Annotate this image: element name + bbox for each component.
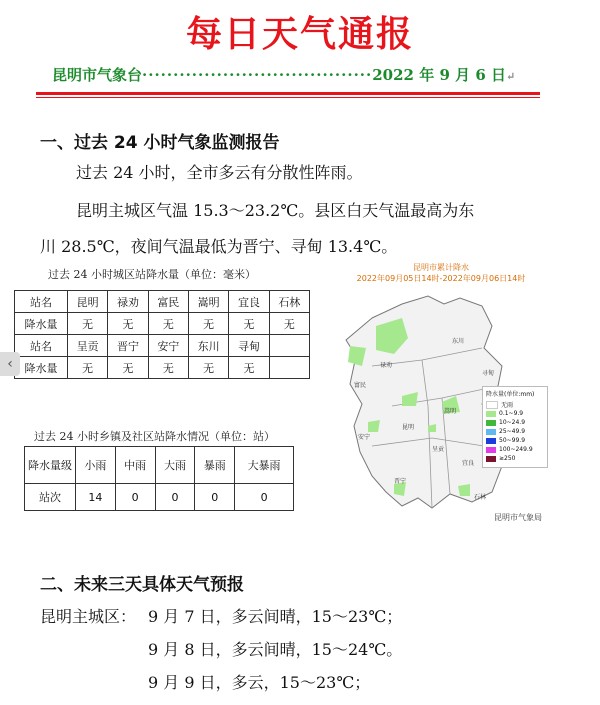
legend-label: 25~49.9: [499, 428, 526, 435]
legend-swatch: [486, 411, 496, 417]
table-cell: 降水量: [15, 357, 68, 379]
table-cell: 晋宁: [108, 335, 148, 357]
map-place-label: 安宁: [358, 434, 371, 441]
table-cell: 东川: [188, 335, 228, 357]
table-cell: 无: [108, 313, 148, 335]
legend-swatch: [486, 456, 496, 462]
legend-label: ≥250: [499, 455, 516, 462]
table-row: [15, 357, 310, 379]
table1-caption: 过去 24 小时城区站降水量（单位：毫米）: [48, 268, 256, 281]
table-cell: 站名: [15, 335, 68, 357]
map-place-label: 呈贡: [432, 446, 445, 453]
table-cell: 宜良: [229, 291, 269, 313]
table-cell: 降水量: [15, 313, 68, 335]
table-cell: 大暴雨: [235, 447, 294, 484]
section1-paragraph1: 过去 24 小时，全市多云有分散性阵雨。: [76, 163, 363, 182]
legend-item: [486, 409, 547, 418]
table-cell: 安宁: [148, 335, 188, 357]
map-place-label: 石林: [474, 494, 487, 501]
kunming-region-outline: [346, 296, 502, 508]
section1-paragraph2b: 川 28.5℃，夜间气温最低为晋宁、寻甸 13.4℃。: [40, 237, 398, 256]
map-place-label: 东川: [452, 338, 465, 345]
table2-caption: 过去 24 小时乡镇及社区站降水情况（单位：站）: [34, 430, 275, 443]
legend-item: [486, 454, 547, 463]
table-cell: 无: [148, 357, 188, 379]
legend-item: [486, 400, 547, 409]
map-legend: [482, 386, 548, 468]
table-cell: 暴雨: [195, 447, 235, 484]
table-cell: 无: [148, 313, 188, 335]
rain-area: [368, 420, 380, 432]
table-cell: 昆明: [68, 291, 108, 313]
table-cell: 呈贡: [68, 335, 108, 357]
rain-area: [458, 484, 470, 496]
forecast-label: 昆明主城区：: [40, 607, 137, 626]
table-cell: 禄劝: [108, 291, 148, 313]
map-title: 昆明市累计降水: [413, 263, 469, 272]
red-rule-thin: [36, 97, 540, 98]
legend-item: [486, 445, 547, 454]
forecast-day1: 9 月 7 日，多云间晴，15～23℃；: [148, 607, 403, 626]
table-cell: 富民: [148, 291, 188, 313]
table-cell: 0: [115, 484, 155, 511]
map-place-label: 禄劝: [380, 362, 393, 369]
map-credit: 昆明市气象局: [494, 513, 542, 522]
map-place-label: 富民: [354, 382, 367, 389]
table-cell: 无: [108, 357, 148, 379]
table-cell: 中雨: [115, 447, 155, 484]
section2-heading: 二、未来三天具体天气预报: [40, 575, 244, 595]
map-place-label: 晋宁: [394, 478, 407, 485]
legend-swatch: [486, 420, 496, 426]
township-precip-table: [24, 446, 294, 511]
table-cell: 石林: [269, 291, 309, 313]
table-cell: 0: [195, 484, 235, 511]
map-place-label: 寻甸: [482, 370, 495, 377]
table-row: [15, 335, 310, 357]
table-cell: 无: [269, 313, 309, 335]
table-cell: [269, 357, 309, 379]
table-row: [15, 291, 310, 313]
table-cell: 0: [155, 484, 195, 511]
legend-label: 50~99.9: [499, 437, 526, 444]
city-precip-table: [14, 290, 310, 379]
report-date: 2022 年 9 月 6 日: [372, 66, 506, 84]
agency-name: 昆明市气象台: [52, 66, 143, 84]
table-cell: 无: [229, 357, 269, 379]
table-cell: 0: [235, 484, 294, 511]
legend-item: [486, 436, 547, 445]
map-subtitle: 2022年09月05日14时-2022年09月06日14时: [356, 274, 526, 283]
report-title: 每日天气通报: [185, 14, 414, 55]
table-cell: 14: [76, 484, 116, 511]
legend-label: 0.1~9.9: [499, 410, 524, 417]
agency-date-line: [52, 64, 522, 86]
map-place-label: 嵩明: [444, 408, 457, 415]
legend-title: 降水量(单位:mm): [486, 391, 535, 398]
legend-swatch: [486, 401, 498, 409]
legend-item: [486, 427, 547, 436]
table-cell: 无: [68, 313, 108, 335]
table-cell: 站名: [15, 291, 68, 313]
legend-label: 10~24.9: [499, 419, 526, 426]
table-cell: 降水量级: [25, 447, 76, 484]
legend-item: [486, 418, 547, 427]
table-cell: 无: [68, 357, 108, 379]
legend-swatch: [486, 438, 496, 444]
table-cell: 无: [188, 357, 228, 379]
table-row: [25, 484, 294, 511]
paragraph-mark-icon: ↵: [505, 70, 516, 83]
section1-paragraph2a: 昆明主城区气温 15.3～23.2℃。县区白天气温最高为东: [76, 201, 475, 220]
map-place-label: 昆明: [402, 424, 415, 431]
table-cell: 无: [229, 313, 269, 335]
section1-heading: 一、过去 24 小时气象监测报告: [40, 133, 280, 153]
map-place-label: 宜良: [462, 460, 475, 467]
table-row: [25, 447, 294, 484]
table-cell: [269, 335, 309, 357]
table-cell: 嵩明: [188, 291, 228, 313]
table-row: [15, 313, 310, 335]
forecast-day2: 9 月 8 日，多云间晴，15～24℃。: [148, 640, 403, 659]
legend-label: 无雨: [501, 402, 514, 409]
red-rule-thick: [36, 92, 540, 95]
forecast-day3: 9 月 9 日，多云，15～23℃；: [148, 673, 371, 692]
legend-swatch: [486, 447, 496, 453]
chevron-left-icon[interactable]: ‹: [0, 352, 20, 376]
table-cell: 站次: [25, 484, 76, 511]
table-cell: 小雨: [76, 447, 116, 484]
legend-swatch: [486, 429, 496, 435]
dotted-leader: ·····································: [142, 66, 373, 84]
table-cell: 无: [188, 313, 228, 335]
table-cell: 寻甸: [229, 335, 269, 357]
precip-map: [332, 256, 550, 526]
table-cell: 大雨: [155, 447, 195, 484]
legend-label: 100~249.9: [499, 446, 533, 453]
